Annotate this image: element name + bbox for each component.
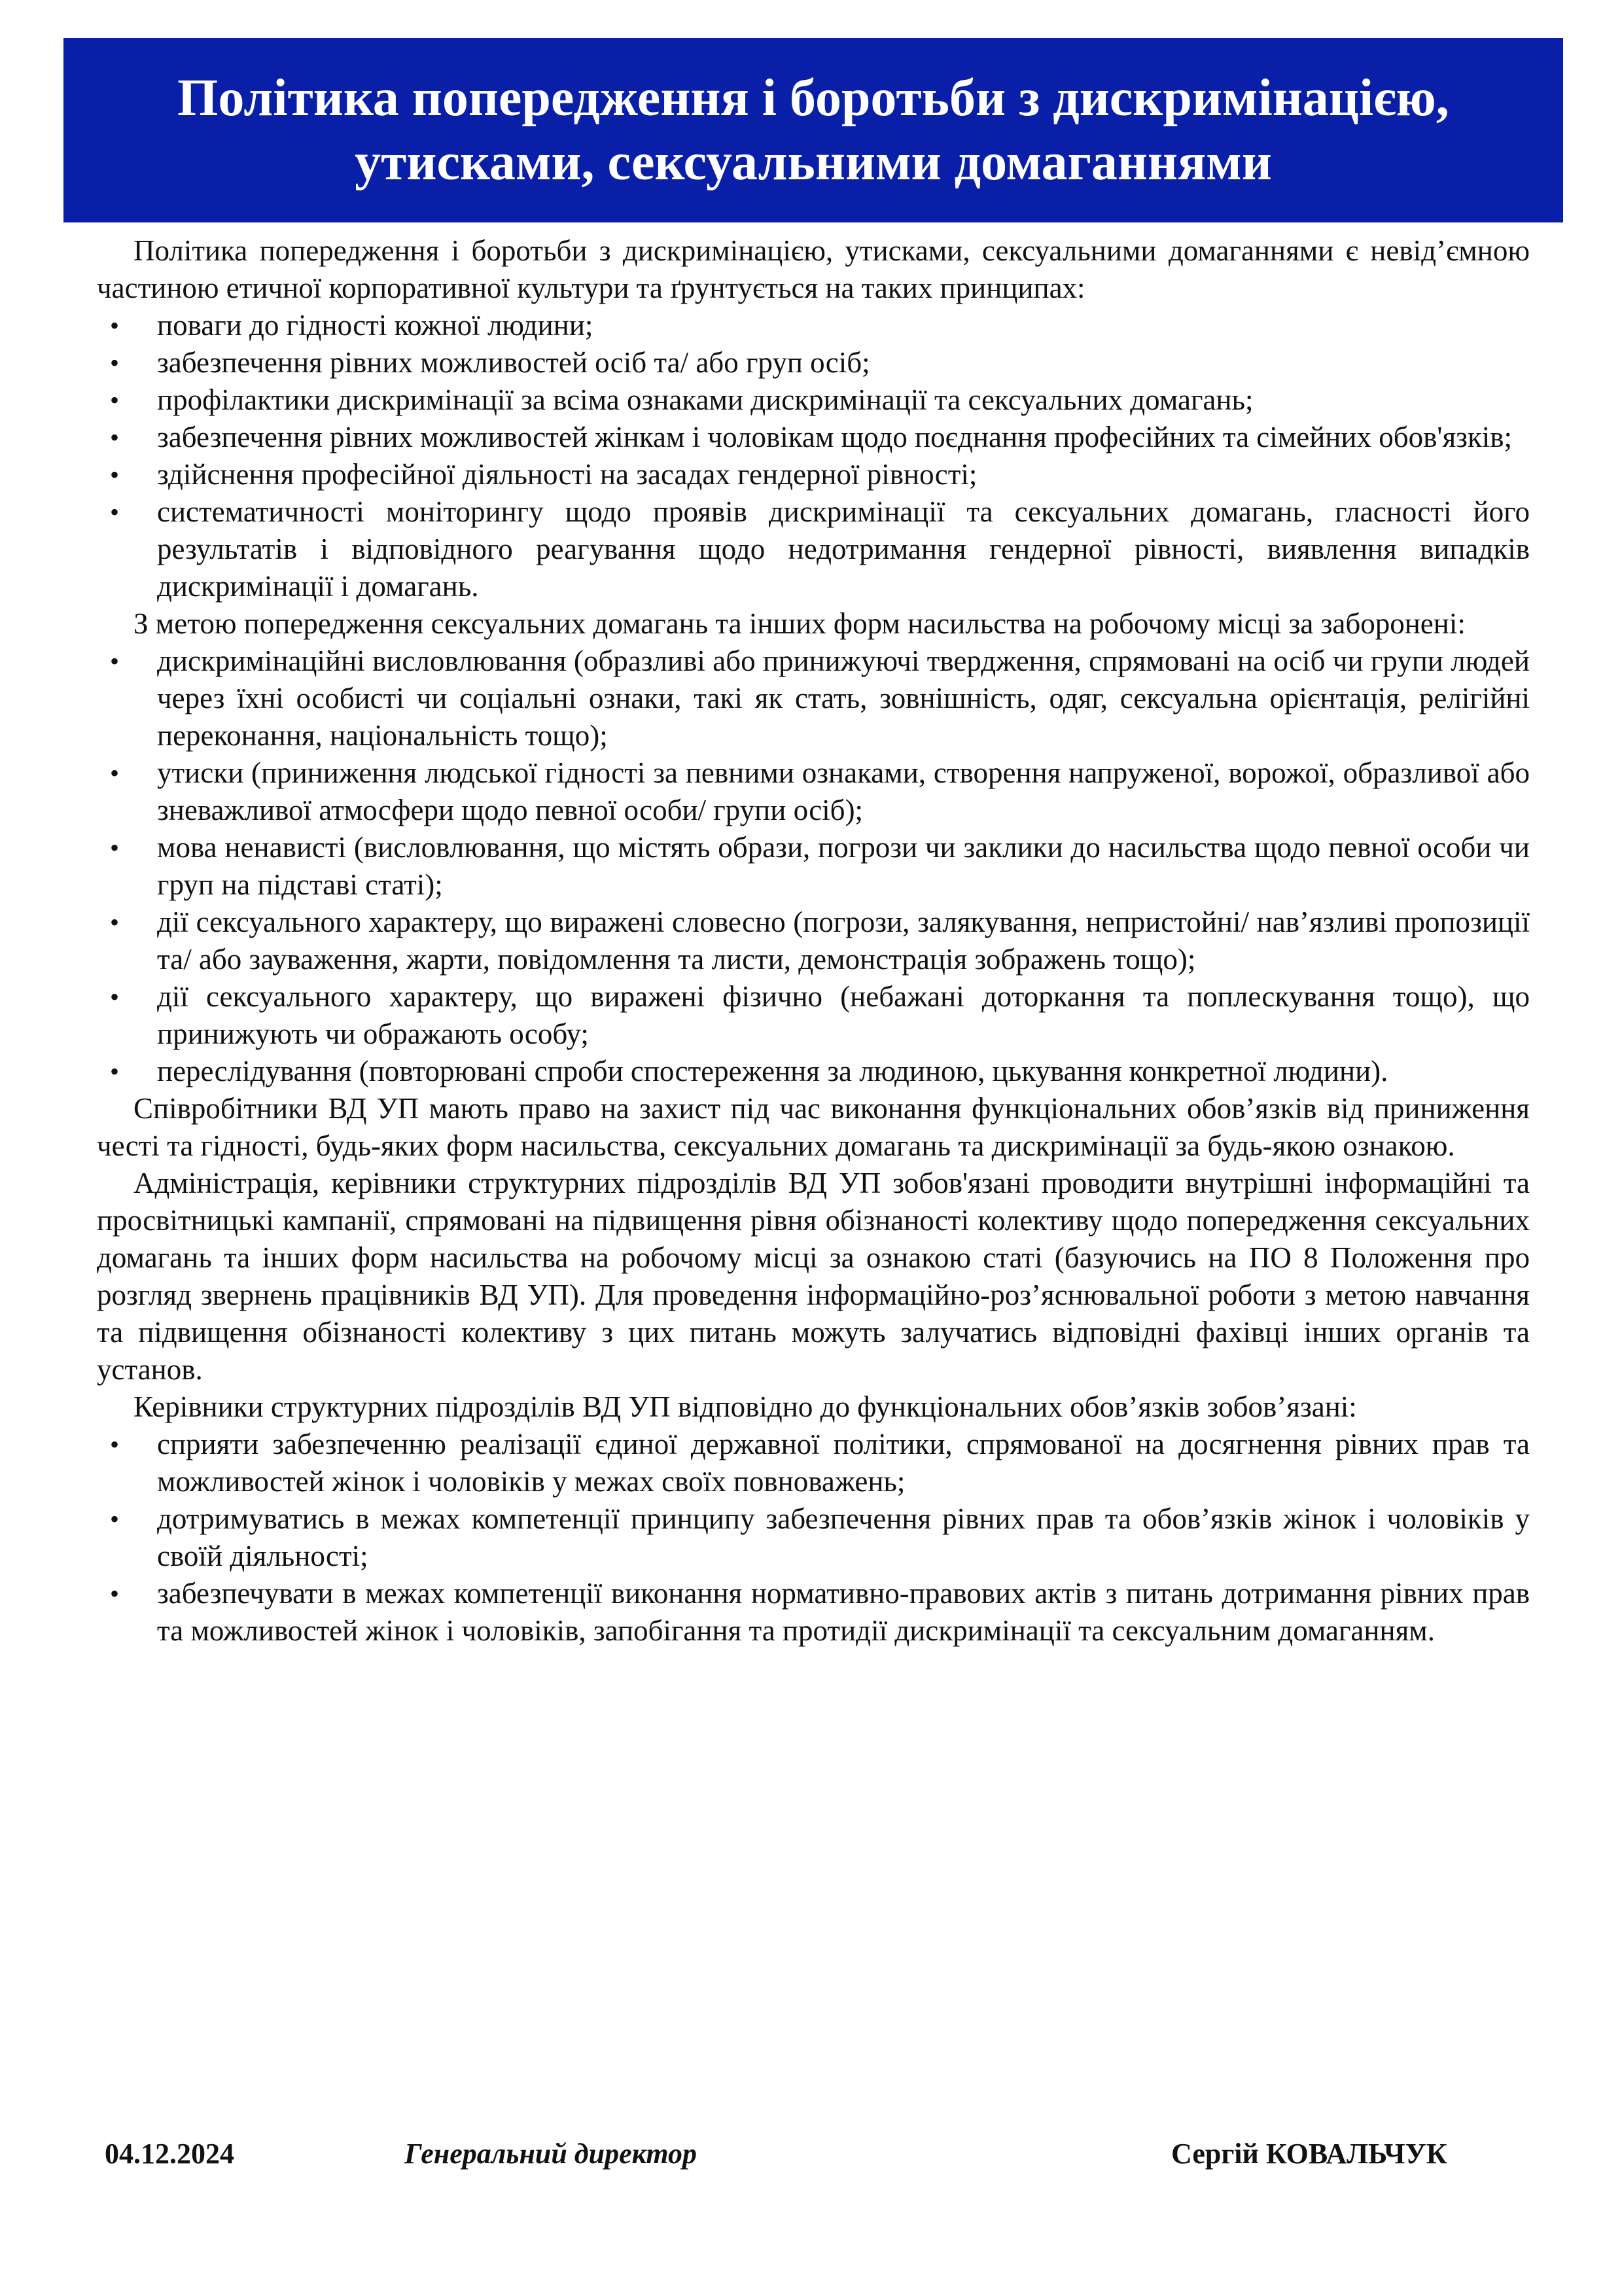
bullet-icon: • [110,385,120,415]
bullet-icon: • [110,758,120,788]
bullet-icon: • [110,908,120,937]
document-body [97,232,1530,1650]
employees-right-paragraph: Співробітники ВД УП мають право на захист під час виконання функціональних обов’язків від приниження честі та гідності, будь-яких форм насильства, сексуальних домагань та дискримінації за будь-якою ознакою. [97,1092,1530,1162]
list-item: • забезпечення рівних можливостей осіб та/ або груп осіб; [97,344,1530,381]
bullet-icon: • [110,982,120,1012]
list-item: • систематичності моніторингу щодо проявів дискримінації та сексуальних домагань, гласності його результатів і відповідного реагування щодо недотримання гендерної рівності, виявлення випадків дискримінації і домагань. [97,493,1530,605]
prohibited-intro-paragraph: З метою попередження сексуальних домагань та інших форм насильства на робочому місці за заборонені: [133,607,1466,640]
list-item: • утиски (приниження людської гідності за певними ознаками, створення напруженої, ворожої, образливої або зневажливої атмосфери щодо певної особи/ групи осіб); [97,754,1530,829]
bullet-icon: • [110,497,120,527]
signature-position: Генеральний директор [404,2138,697,2170]
intro-paragraph: Політика попередження і боротьби з дискримінацією, утисками, сексуальними домаганнями є невід’ємною частиною етичної корпоративної культури та ґрунтується на таких принципах: [97,234,1530,304]
list-item: • дотримуватись в межах компетенції принципу забезпечення рівних прав та обов’язків жінок і чоловіків у своїй діяльності; [97,1500,1530,1575]
page-title: Політика попередження і боротьби з дискримінацією, утисками, сексуальними домаганнями [177,69,1449,191]
bullet-icon: • [110,423,120,452]
managers-duties-list [97,1426,1530,1650]
bullet-icon: • [110,646,120,676]
list-item: • профілактики дискримінації за всіма ознаками дискримінації та сексуальних домагань; [97,381,1530,419]
title-banner [63,38,1563,222]
bullet-icon: • [110,833,120,862]
signature-name: Сергій КОВАЛЬЧУК [1171,2138,1447,2170]
bullet-icon: • [110,1430,120,1459]
list-item: • забезпечувати в межах компетенції виконання нормативно-правових актів з питань дотримання рівних прав та можливостей жінок і чоловіків, запобігання та протидії дискримінації та сексуальним домаганням. [97,1575,1530,1650]
list-item: • дискримінаційні висловлювання (образливі або принижуючі твердження, спрямовані на осіб чи групи людей через їхні особисті чи соціальні ознаки, такі як стать, зовнішність, одяг, сексуальна орієнтація, релігійні переконання, національність тощо); [97,643,1530,754]
list-item: • здійснення професійної діяльності на засадах гендерної рівності; [97,456,1530,493]
bullet-icon: • [110,1579,120,1608]
list-item: • сприяти забезпеченню реалізації єдиної державної політики, спрямованої на досягнення рівних прав та можливостей жінок і чоловіків у межах своїх повноважень; [97,1426,1530,1500]
administration-paragraph: Адміністрація, керівники структурних підрозділів ВД УП зобов'язані проводити внутрішні інформаційні та просвітницькі кампанії, спрямовані на підвищення рівня обізнаності колективу щодо попередження сексуальних домагань та інших форм насильства на робочому місці за ознакою статі (базуючись на ПО 8 Положення про розгляд звернень працівників ВД УП). Для проведення інформаційно-роз’яснювальної роботи з метою навчання та підвищення обізнаності колективу з цих питань можуть залучатись відповідні фахівці інших органів та установ. [97,1167,1530,1386]
bullet-icon: • [110,348,120,378]
list-item: • переслідування (повторювані спроби спостереження за людиною, цькування конкретної людини). [97,1053,1530,1090]
signature-block [0,2134,1622,2174]
signature-date: 04.12.2024 [105,2138,234,2170]
managers-intro-paragraph: Керівники структурних підрозділів ВД УП відповідно до функціональних обов’язків зобов’язані: [133,1390,1357,1423]
list-item: • дії сексуального характеру, що виражені фізично (небажані доторкання та поплескування тощо), що принижують чи ображають особу; [97,978,1530,1053]
bullet-icon: • [110,1504,120,1534]
list-item: • забезпечення рівних можливостей жінкам і чоловікам щодо поєднання професійних та сімейних обов'язків; [97,419,1530,456]
bullet-icon: • [110,460,120,489]
bullet-icon: • [110,1057,120,1086]
principles-list [97,307,1530,605]
bullet-icon: • [110,311,120,340]
list-item: • поваги до гідності кожної людини; [97,307,1530,344]
prohibited-list [97,643,1530,1090]
list-item: • мова ненависті (висловлювання, що містять образи, погрози чи заклики до насильства щодо певної особи чи груп на підставі статі); [97,829,1530,904]
list-item: • дії сексуального характеру, що виражені словесно (погрози, залякування, непристойні/ нав’язливі пропозиції та/ або зауваження, жарти, повідомлення та листи, демонстрація зображень тощо); [97,904,1530,978]
